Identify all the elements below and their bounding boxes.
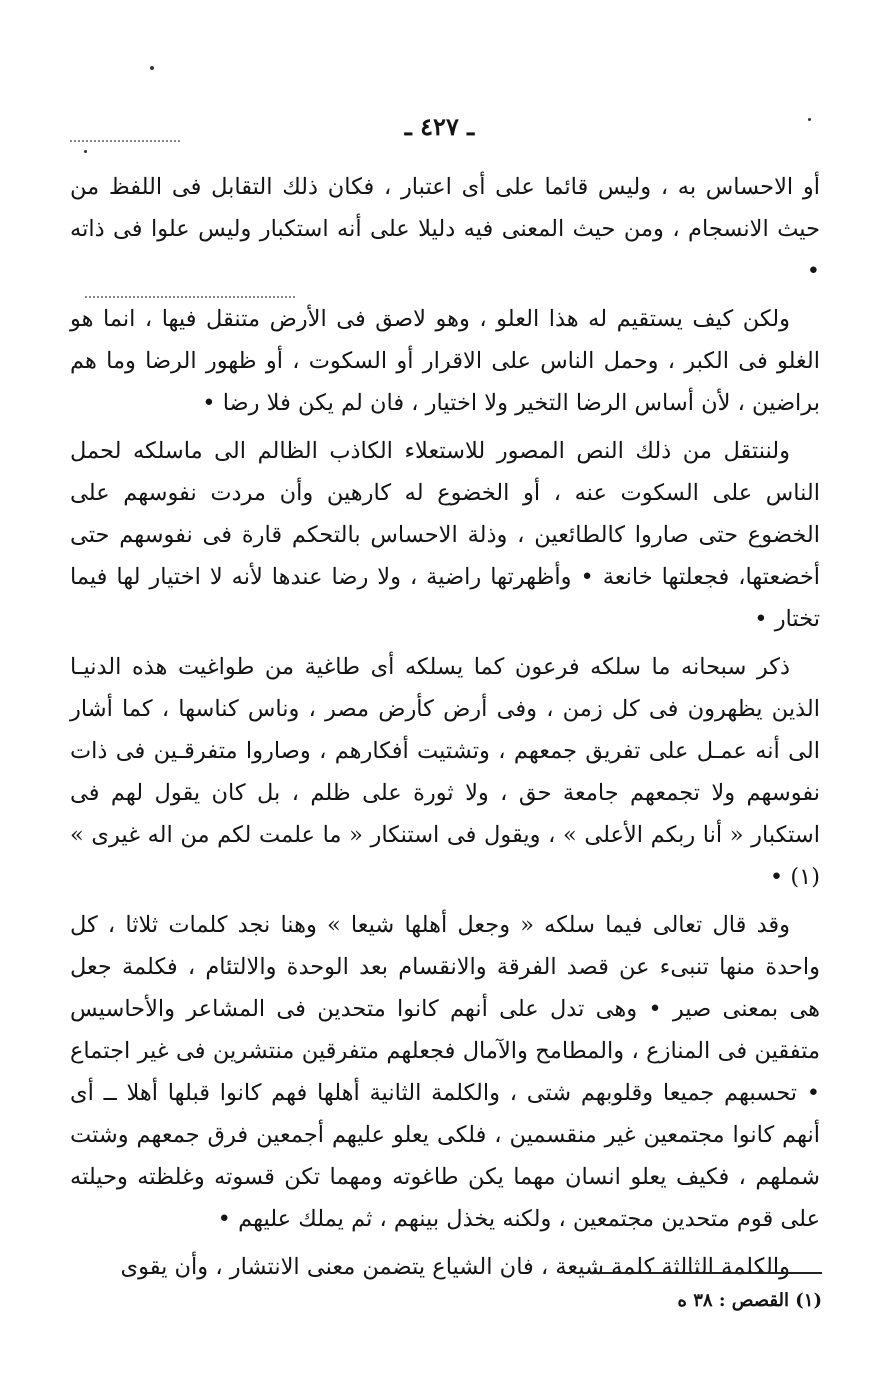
paragraph-4: ذكر سبحانه ما سلكه فرعون كما يسلكه أى طاغية من طواغيت هذه الدنيـا الذين يظهرون فى كل زمن ، وفى أرض كأرض مصر ، وناس كناسها ، كما أشار الى أنه عمـل على تفريق جمعهم ، وتشتيت أفكارهم ، وصاروا متفرقـين فى ذات نفوسهم ولا تجمعهم جامعة حق ، ولا ثورة على ظلم ، بل كان يقول لهم فى استكبار « أنا ربكم الأعلى » ، ويقول فى استنكار « ما علمت لكم من اله غيرى » (١) •	[70, 654, 820, 890]
paragraph-1: أو الاحساس به ، وليس قائما على أى اعتبار ، فكان ذلك التقابل فى اللفظ من حيث الانسجام ، ومن حيث المعنى فيه دليلا على أنه استكبار وليس علوا فى ذاته •	[70, 174, 820, 284]
scan-speck	[84, 150, 87, 153]
paragraph-6: والكلمة الثالثة كلمة شيعة ، فان الشياع يتضمن معنى الانتشار ، وأن يقوى	[120, 1254, 790, 1280]
paragraph-3: ولننتقل من ذلك النص المصور للاستعلاء الكاذب الظالم الى ماسلكه لحمل الناس على السكوت عنه ، أو الخضوع له كارهين وأن مردت نفوسهم على الخضوع حتى صاروا كالطائعين ، وذلة الاحساس بالتحكم قارة فى نفوسهم حتى أخضعتها، فجعلتها خانعة • وأظهرتها راضية ، ولا رضا عندها لأنه لا اختيار لها فيما تختار •	[70, 438, 820, 632]
page-number: ـ ٤٢٧ ـ	[404, 112, 475, 141]
paragraph-5: وقد قال تعالى فيما سلكه « وجعل أهلها شيعا » وهنا نجد كلمات ثلاثا ، كل واحدة منها تنبىء عن قصد الفرقة والانقسام بعد الوحدة والالتئام ، فكلمة جعل هى بمعنى صير • وهى تدل على أنهم كانوا متحدين فى المشاعر والأحاسيس متفقين فى المنازع ، والمطامح والآمال فجعلهم متفرقين منتشرين فى غير اجتماع • تحسبهم جميعا وقلوبهم شتى ، والكلمة الثانية أهلها فهم كانوا قبلها أهلا ــ أى أنهم كانوا مجتمعين غير منقسمين ، فلكى يعلو عليهم أجمعين فرق جمعهم وشتت شملهم ، فكيف يعلو انسان مهما يكن طاغوته ومهما تكن قسوته وغلظته وحيلته على قوم متحدين مجتمعين ، ولكنه يخذل بينهم ، ثم يملك عليهم •	[70, 912, 820, 1232]
footnote-separator	[590, 1272, 822, 1274]
body-text	[70, 166, 820, 1294]
scan-speck	[150, 66, 154, 70]
footnote: (١) القصص : ٣٨ ه	[677, 1290, 822, 1311]
paragraph-2: ولكن كيف يستقيم له هذا العلو ، وهو لاصق فى الأرض متنقل فيها ، انما هو الغلو فى الكبر ، وحمل الناس على الاقرار أو السكوت ، أو ظهور الرضا وما هم براضين ، لأن أساس الرضا التخير ولا اختيار ، فان لم يكن فلا رضا •	[70, 306, 820, 416]
